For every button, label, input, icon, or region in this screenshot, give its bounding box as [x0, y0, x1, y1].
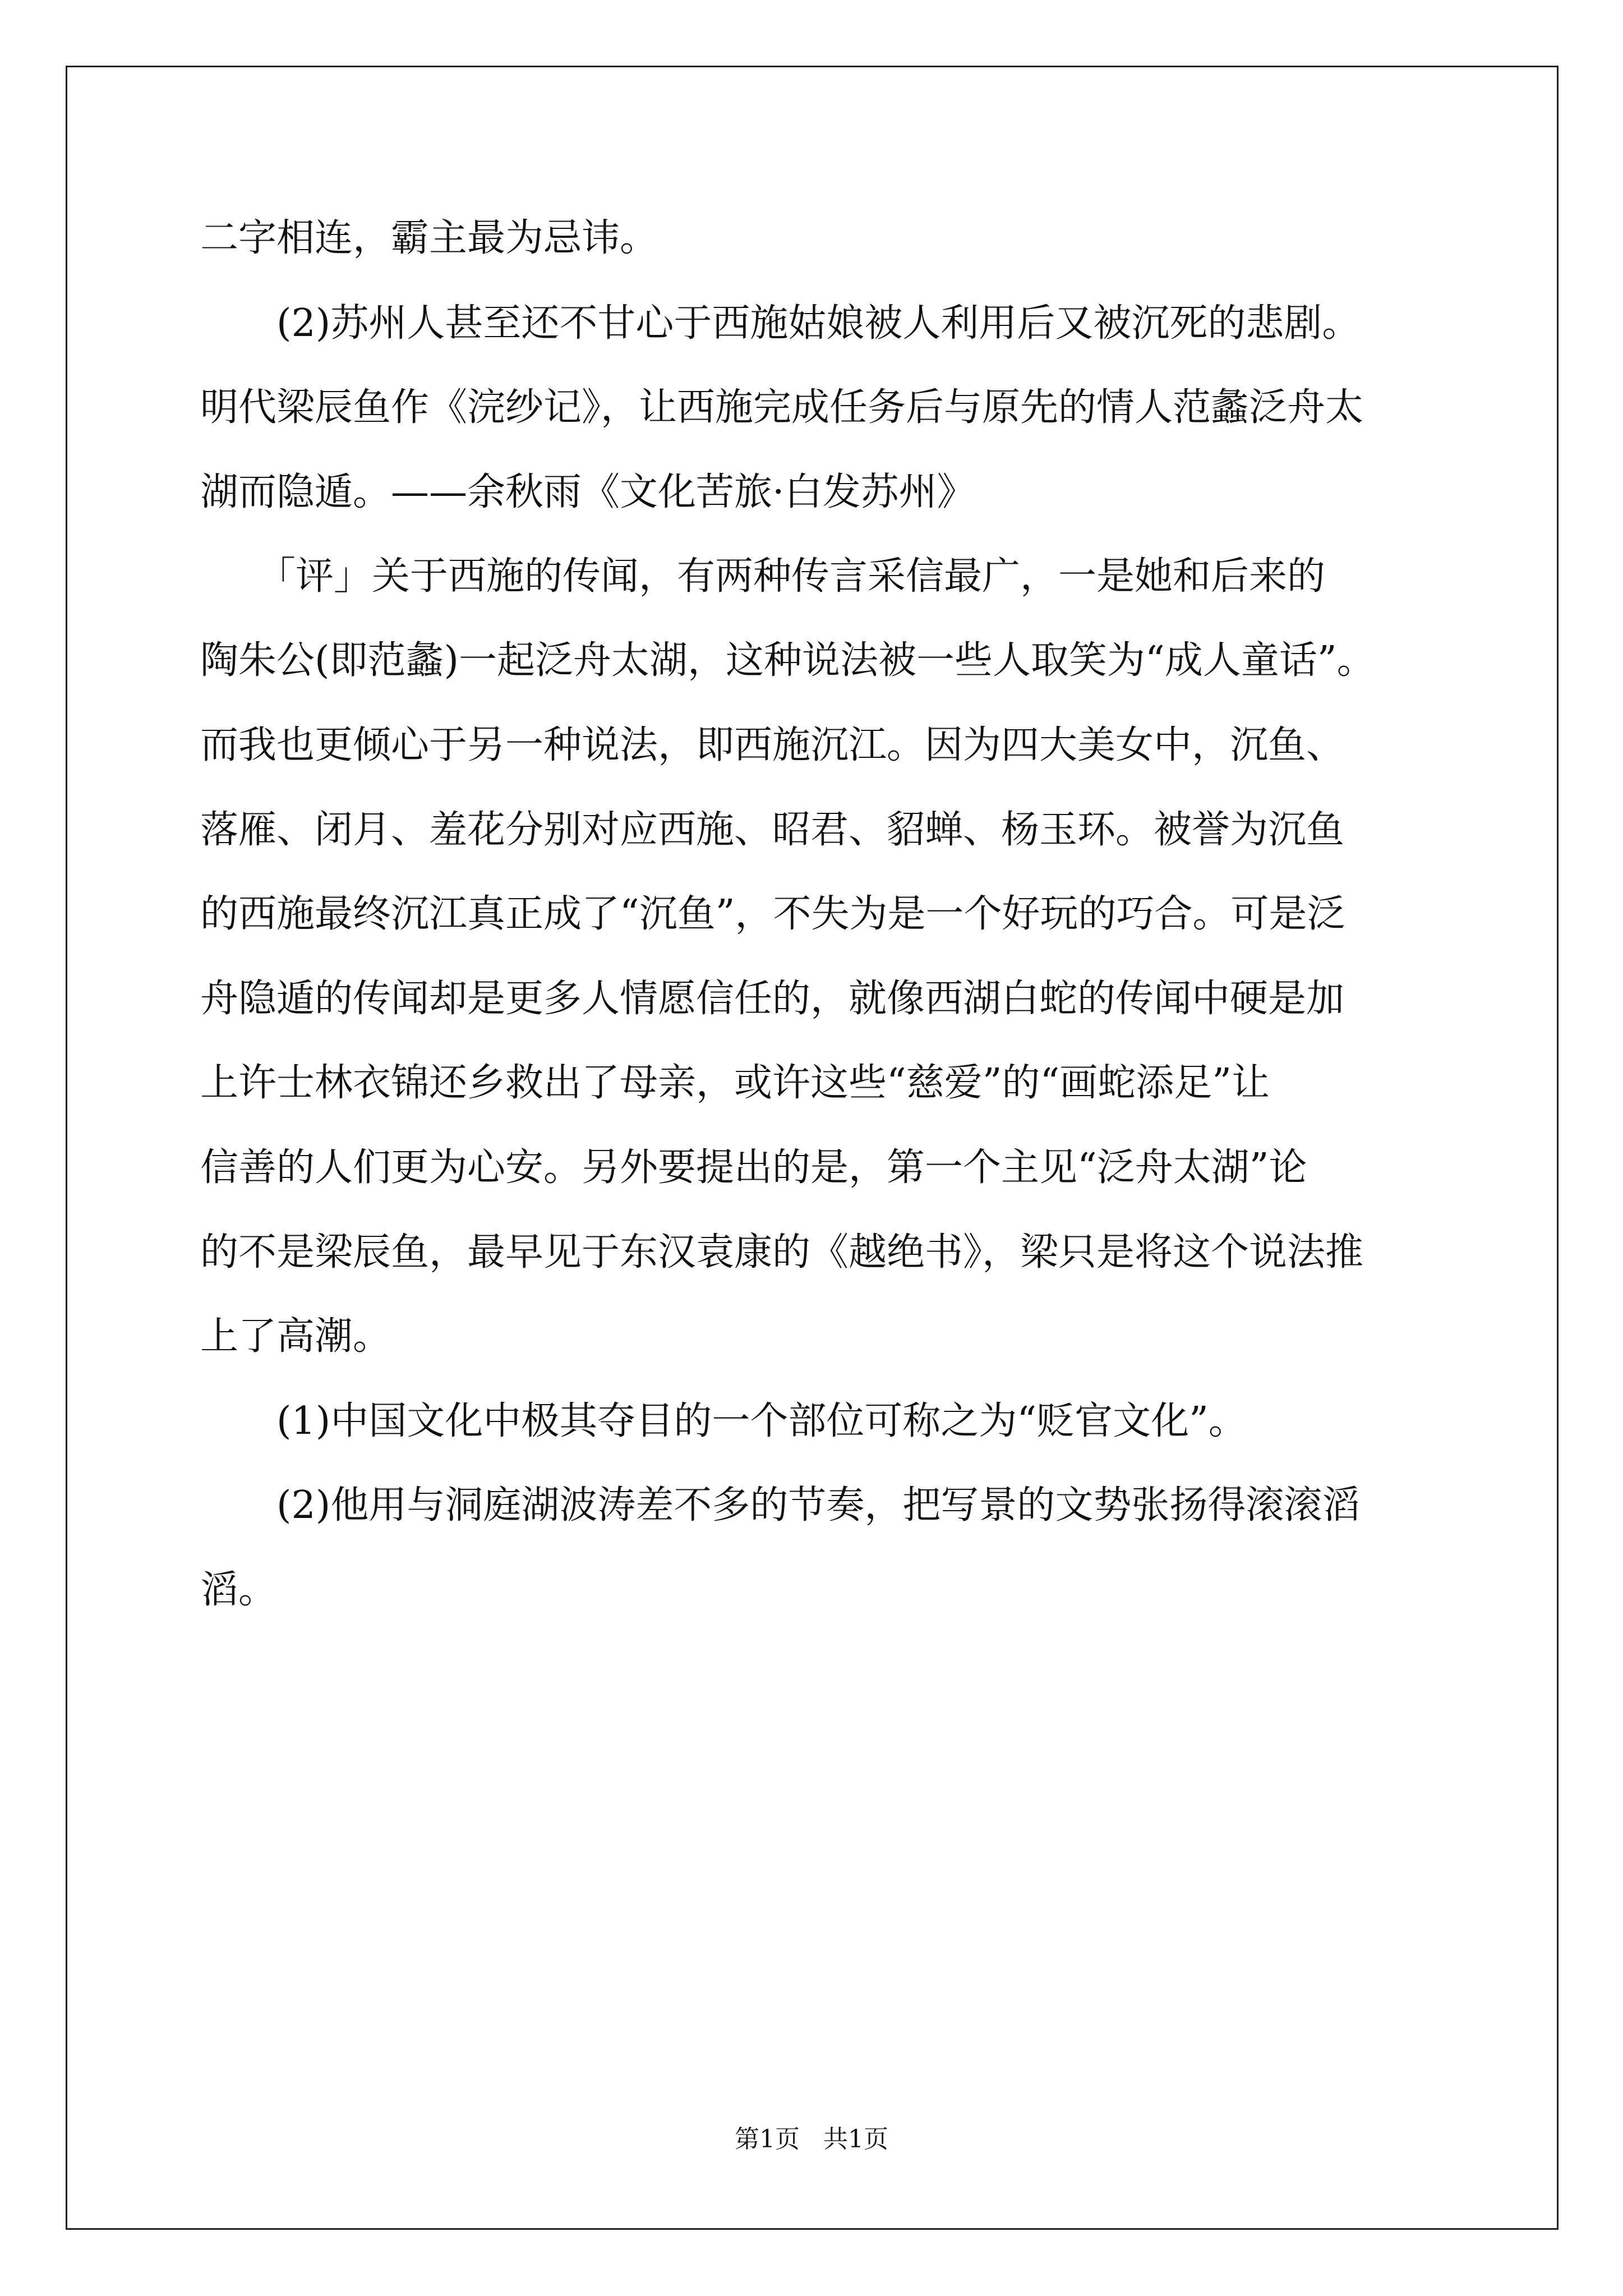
- text-line: 「评」关于西施的传闻，有两种传言采信最广，一是她和后来的: [200, 554, 1326, 599]
- text-line: 的西施最终沉江真正成了“沉鱼”，不失为是一个好玩的巧合。可是泛: [200, 892, 1345, 936]
- text-line: 的不是梁辰鱼，最早见于东汉袁康的《越绝书》，梁只是将这个说法推: [200, 1230, 1364, 1274]
- text-line: 上许士林衣锦还乡救出了母亲，或许这些“慈爱”的“画蛇添足”让: [200, 1061, 1270, 1105]
- page-number: 第1页: [735, 2125, 800, 2154]
- text-line: 滔。: [200, 1568, 277, 1612]
- text-line: 明代梁辰鱼作《浣纱记》，让西施完成任务后与原先的情人范蠡泛舟太: [200, 385, 1364, 430]
- text-line: 落雁、闭月、羞花分别对应西施、昭君、貂蝉、杨玉环。被誉为沉鱼: [200, 808, 1345, 852]
- page-footer: [0, 2125, 1623, 2154]
- text-line: 而我也更倾心于另一种说法，即西施沉江。因为四大美女中，沉鱼、: [200, 723, 1345, 767]
- text-line: 二字相连，霸主最为忌讳。: [200, 216, 658, 260]
- text-line: 陶朱公(即范蠡)一起泛舟太湖，这种说法被一些人取笑为“成人童话”。: [200, 638, 1375, 683]
- text-line: 上了高潮。: [200, 1314, 391, 1359]
- text-line: (2)苏州人甚至还不甘心于西施姑娘被人利用后又被沉死的悲剧。: [200, 301, 1361, 346]
- text-line: (2)他用与洞庭湖波涛差不多的节奏，把写景的文势张扬得滚滚滔: [200, 1483, 1361, 1527]
- text-line: 湖而隐遁。——余秋雨《文化苦旅·白发苏州》: [200, 470, 975, 514]
- text-line: 舟隐遁的传闻却是更多人情愿信任的，就像西湖白蛇的传闻中硬是加: [200, 977, 1345, 1021]
- text-line: 信善的人们更为心安。另外要提出的是，第一个主见“泛舟太湖”论: [200, 1145, 1307, 1190]
- page-total: 共1页: [823, 2125, 888, 2154]
- text-line: (1)中国文化中极其夺目的一个部位可称之为“贬官文化”。: [200, 1399, 1247, 1443]
